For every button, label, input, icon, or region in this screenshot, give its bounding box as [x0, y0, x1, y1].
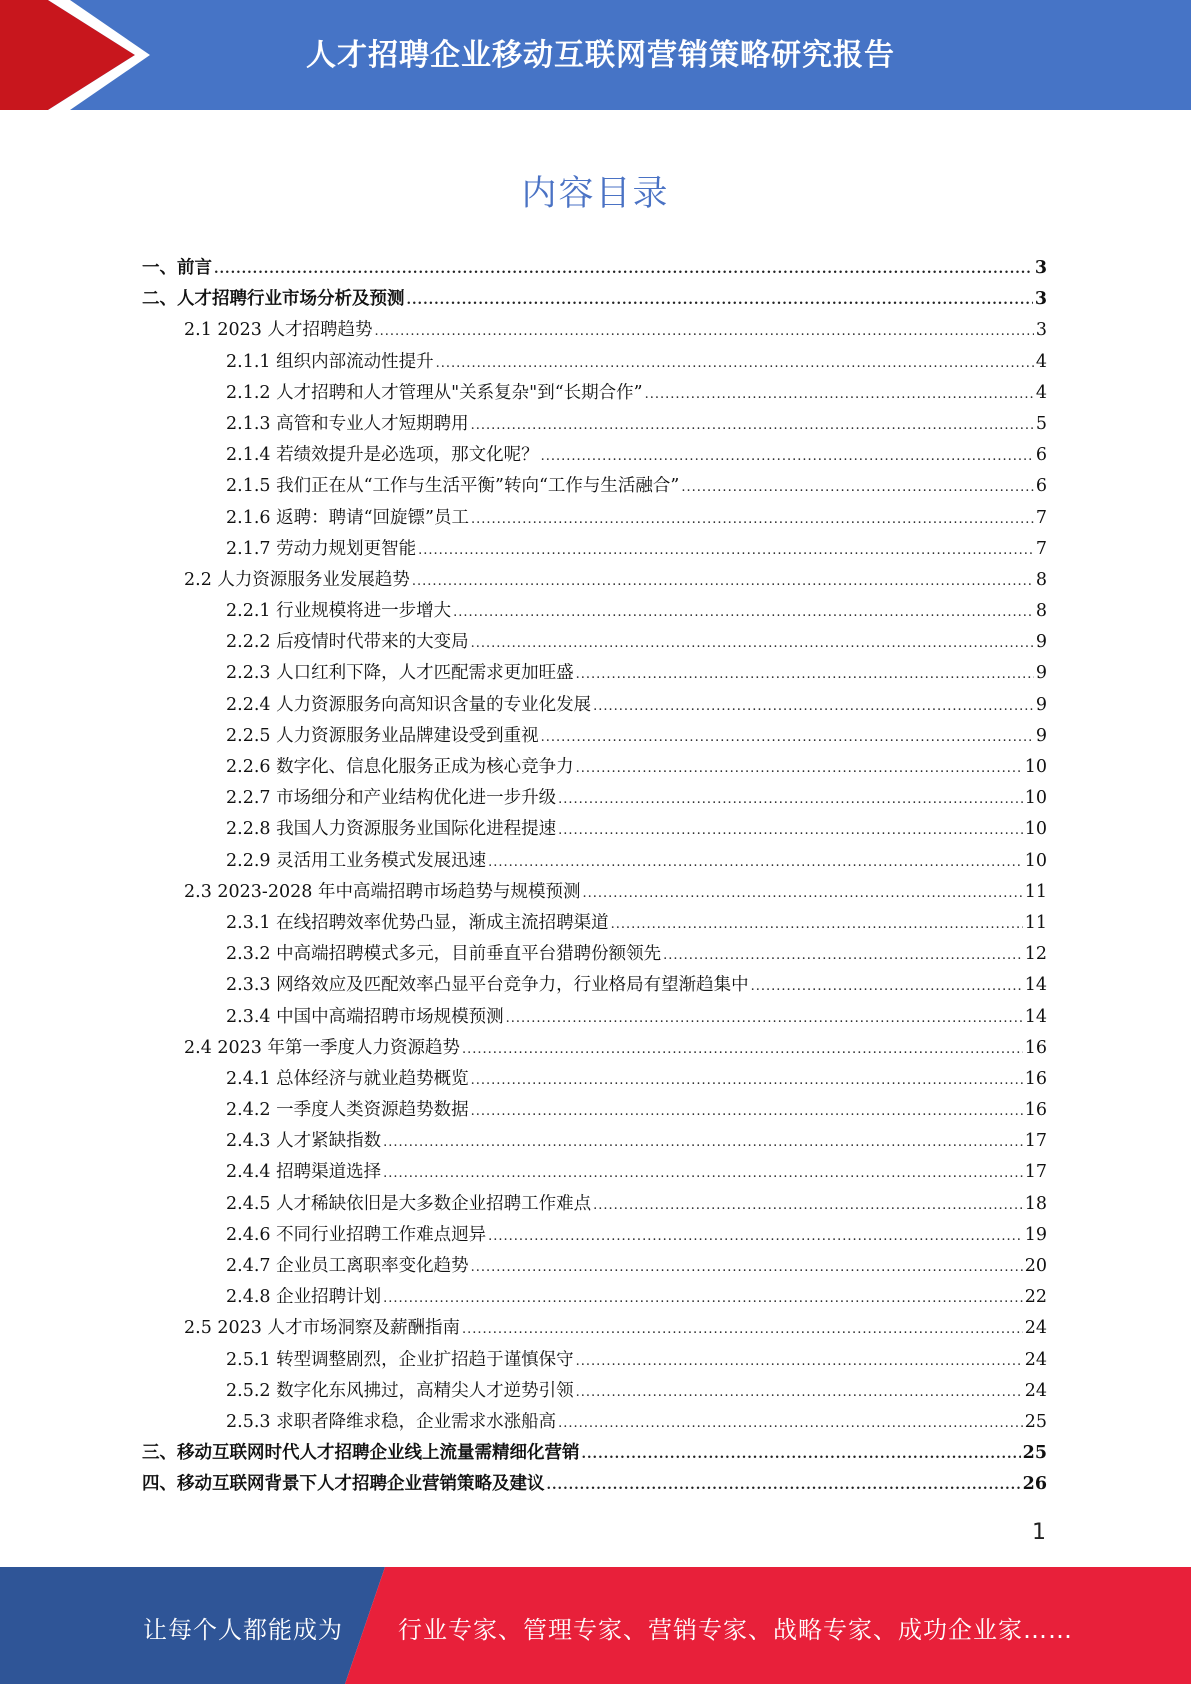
- toc-entry-label: 2.2.6 数字化、信息化服务正成为核心竞争力: [226, 757, 574, 777]
- toc-entry[interactable]: [142, 815, 1047, 846]
- toc-entry-label: 四、移动互联网背景下人才招聘企业营销策略及建议: [142, 1474, 545, 1495]
- toc-entry-page: 17: [1024, 1162, 1047, 1183]
- toc-entry-page: 9: [1035, 694, 1047, 715]
- toc-dot-leader: [453, 605, 1034, 620]
- toc-entry[interactable]: [142, 1252, 1047, 1283]
- footer-slogan-left: 让每个人都能成为: [143, 1616, 343, 1644]
- toc-entry-label: 2.4.5 人才稀缺依旧是大多数企业招聘工作难点: [226, 1193, 592, 1214]
- toc-entry[interactable]: [142, 1377, 1047, 1408]
- toc-entry[interactable]: [142, 1034, 1047, 1065]
- toc-dot-leader: [576, 667, 1034, 682]
- toc-entry-page: 6: [1035, 445, 1047, 466]
- footer-slogan-right: 行业专家、管理专家、营销专家、战略专家、成功企业家……: [398, 1616, 1073, 1644]
- toc-dot-leader: [462, 1042, 1023, 1057]
- toc-entry[interactable]: [142, 1065, 1047, 1096]
- toc-entry[interactable]: [142, 504, 1047, 535]
- toc-entry-label: 2.3 2023-2028 年中高端招聘市场趋势与规模预测: [184, 881, 581, 902]
- toc-dot-leader: [471, 1073, 1023, 1088]
- toc-dot-leader: [462, 1322, 1023, 1337]
- toc-entry-label: 2.5.2 数字化东风拂过，高精尖人才逆势引领: [226, 1380, 574, 1401]
- toc-entry-page: 7: [1035, 507, 1047, 528]
- toc-entry-label: 三、移动互联网时代人才招聘企业线上流量需精细化营销: [142, 1443, 580, 1464]
- toc-entry[interactable]: [142, 1158, 1047, 1189]
- toc-entry-label: 2.3.3 网络效应及匹配效率凸显平台竞争力，行业格局有望渐趋集中: [226, 975, 749, 996]
- toc-entry[interactable]: [142, 441, 1047, 472]
- toc-entry-page: 24: [1024, 1349, 1047, 1370]
- toc-entry-page: 5: [1035, 413, 1047, 434]
- toc-entry-page: 10: [1024, 757, 1047, 777]
- toc-dot-leader: [558, 823, 1023, 838]
- toc-entry-label: 2.1.4 若绩效提升是必选项，那文化呢？: [226, 445, 539, 466]
- toc-entry-label: 2.4.2 一季度人类资源趋势数据: [226, 1100, 469, 1121]
- toc-entry[interactable]: [142, 285, 1047, 316]
- toc-entry[interactable]: [142, 410, 1047, 441]
- toc-entry[interactable]: [142, 254, 1047, 285]
- toc-entry-label: 2.1.1 组织内部流动性提升: [226, 351, 434, 372]
- toc-entry-page: 25: [1024, 1411, 1047, 1432]
- toc-entry[interactable]: [142, 753, 1047, 784]
- toc-entry[interactable]: [142, 597, 1047, 628]
- toc-entry-label: 2.1.6 返聘：聘请“回旋镖”员工: [226, 507, 469, 528]
- toc-entry-label: 2.3.1 在线招聘效率优势凸显，渐成主流招聘渠道: [226, 912, 609, 933]
- toc-title: 内容目录: [521, 174, 670, 214]
- toc-dot-leader: [436, 356, 1034, 371]
- toc-dot-leader: [488, 855, 1023, 870]
- toc-entry-label: 2.5.3 求职者降维求稳，企业需求水涨船高: [226, 1411, 557, 1432]
- toc-dot-leader: [471, 636, 1034, 651]
- toc-entry[interactable]: [142, 348, 1047, 379]
- toc-dot-leader: [645, 387, 1034, 402]
- toc-entry[interactable]: [142, 722, 1047, 753]
- toc-entry-label: 2.3.4 中国中高端招聘市场规模预测: [226, 1006, 504, 1027]
- toc-dot-leader: [541, 730, 1034, 745]
- toc-dot-leader: [576, 1354, 1023, 1369]
- toc-entry-label: 2.5 2023 人才市场洞察及薪酬指南: [184, 1318, 460, 1339]
- toc-entry-page: 18: [1024, 1193, 1047, 1214]
- toc-entry[interactable]: [142, 1470, 1047, 1501]
- toc-entry-page: 8: [1035, 569, 1047, 590]
- toc-entry-page: 4: [1035, 351, 1047, 372]
- toc-entry[interactable]: [142, 1127, 1047, 1158]
- toc-dot-leader: [383, 1291, 1023, 1306]
- toc-entry[interactable]: [142, 784, 1047, 815]
- toc-entry[interactable]: [142, 1190, 1047, 1221]
- toc-list: [142, 254, 1047, 1502]
- toc-entry-label: 一、前言: [142, 258, 212, 278]
- toc-entry-label: 2.4.4 招聘渠道选择: [226, 1162, 382, 1183]
- toc-entry-page: 10: [1024, 850, 1047, 871]
- toc-entry[interactable]: [142, 1439, 1047, 1470]
- toc-dot-leader: [558, 792, 1023, 807]
- toc-dot-leader: [412, 574, 1034, 589]
- toc-entry[interactable]: [142, 1283, 1047, 1314]
- toc-entry-label: 2.5.1 转型调整剧烈，企业扩招趋于谨慎保守: [226, 1349, 574, 1370]
- toc-entry-label: 2.4.1 总体经济与就业趋势概览: [226, 1068, 469, 1089]
- toc-entry[interactable]: [142, 379, 1047, 410]
- toc-entry-page: 9: [1035, 663, 1047, 684]
- toc-entry[interactable]: [142, 691, 1047, 722]
- toc-entry-page: 9: [1035, 632, 1047, 653]
- toc-entry-label: 2.4.3 人才紧缺指数: [226, 1131, 382, 1152]
- toc-entry-label: 2.2.9 灵活用工业务模式发展迅速: [226, 850, 487, 871]
- toc-entry-label: 2.2 人力资源服务业发展趋势: [184, 569, 410, 590]
- toc-entry-page: 16: [1024, 1068, 1047, 1089]
- toc-dot-leader: [471, 1260, 1023, 1275]
- toc-dot-leader: [488, 1229, 1023, 1244]
- toc-entry[interactable]: [142, 1221, 1047, 1252]
- toc-entry[interactable]: [142, 909, 1047, 940]
- toc-entry-page: 14: [1024, 975, 1047, 996]
- toc-entry-label: 2.1.7 劳动力规划更智能: [226, 538, 417, 559]
- toc-entry-label: 2.2.5 人力资源服务业品牌建设受到重视: [226, 725, 539, 746]
- toc-entry-page: 3: [1034, 258, 1047, 278]
- toc-entry[interactable]: [142, 1408, 1047, 1439]
- toc-entry-label: 2.2.2 后疫情时代带来的大变局: [226, 632, 469, 653]
- toc-entry-page: 16: [1024, 1100, 1047, 1121]
- toc-entry-page: 26: [1022, 1474, 1047, 1495]
- toc-entry-page: 6: [1035, 476, 1047, 497]
- toc-entry-page: 12: [1024, 944, 1047, 965]
- toc-dot-leader: [582, 886, 1022, 901]
- toc-entry[interactable]: [142, 1096, 1047, 1127]
- toc-entry[interactable]: [142, 971, 1047, 1002]
- toc-entry-label: 2.2.4 人力资源服务向高知识含量的专业化发展: [226, 694, 592, 715]
- toc-dot-leader: [471, 418, 1034, 433]
- toc-entry-page: 4: [1035, 382, 1047, 403]
- toc-entry[interactable]: [142, 316, 1047, 347]
- toc-dot-leader: [471, 1104, 1023, 1119]
- toc-entry-page: 14: [1024, 1006, 1047, 1027]
- header-banner: [0, 0, 1191, 110]
- toc-entry-page: 8: [1035, 601, 1047, 622]
- toc-entry-label: 2.2.7 市场细分和产业结构优化进一步升级: [226, 788, 557, 809]
- toc-dot-leader: [663, 948, 1023, 963]
- toc-dot-leader: [593, 1198, 1023, 1213]
- toc-entry-label: 2.1.2 人才招聘和人才管理从"关系复杂"到“长期合作”: [226, 382, 643, 403]
- toc-entry[interactable]: [142, 628, 1047, 659]
- toc-entry-page: 20: [1024, 1256, 1047, 1276]
- toc-entry[interactable]: [142, 878, 1047, 909]
- toc-entry-page: 25: [1022, 1443, 1047, 1464]
- toc-entry[interactable]: [142, 847, 1047, 878]
- toc-dot-leader: [582, 1447, 1021, 1462]
- toc-entry[interactable]: [142, 659, 1047, 690]
- toc-entry-label: 2.1 2023 人才招聘趋势: [184, 320, 373, 341]
- toc-entry[interactable]: [142, 1314, 1047, 1345]
- toc-dot-leader: [611, 917, 1023, 932]
- toc-entry-page: 22: [1024, 1287, 1047, 1308]
- toc-entry-page: 11: [1024, 881, 1047, 902]
- toc-dot-leader: [593, 699, 1034, 714]
- toc-entry[interactable]: [142, 940, 1047, 971]
- toc-dot-leader: [383, 1166, 1023, 1181]
- toc-dot-leader: [681, 480, 1033, 495]
- toc-dot-leader: [576, 761, 1023, 776]
- toc-dot-leader: [375, 324, 1034, 339]
- toc-dot-leader: [541, 449, 1034, 464]
- toc-entry-page: 7: [1035, 538, 1047, 559]
- toc-entry[interactable]: [142, 535, 1047, 566]
- footer-banner: [0, 1567, 1191, 1684]
- toc-dot-leader: [558, 1416, 1023, 1431]
- toc-entry-label: 2.4.8 企业招聘计划: [226, 1287, 382, 1308]
- toc-entry[interactable]: [142, 1346, 1047, 1377]
- toc-entry[interactable]: [142, 1003, 1047, 1034]
- toc-entry-page: 3: [1034, 289, 1047, 310]
- toc-dot-leader: [407, 293, 1033, 308]
- toc-dot-leader: [506, 1011, 1023, 1026]
- page-number: 1: [1032, 1520, 1046, 1545]
- toc-entry-label: 2.2.8 我国人力资源服务业国际化进程提速: [226, 819, 557, 840]
- toc-entry-page: 3: [1035, 320, 1047, 341]
- toc-entry-label: 二、人才招聘行业市场分析及预测: [142, 289, 405, 310]
- toc-entry-page: 10: [1024, 819, 1047, 840]
- toc-entry-label: 2.1.5 我们正在从“工作与生活平衡”转向“工作与生活融合”: [226, 476, 680, 497]
- toc-entry[interactable]: [142, 566, 1047, 597]
- toc-dot-leader: [383, 1135, 1023, 1150]
- toc-entry-label: 2.2.3 人口红利下降，人才匹配需求更加旺盛: [226, 663, 574, 684]
- toc-entry-page: 19: [1024, 1224, 1047, 1245]
- toc-entry[interactable]: [142, 472, 1047, 503]
- toc-entry-label: 2.4.6 不同行业招聘工作难点迥异: [226, 1224, 487, 1245]
- report-title: 人才招聘企业移动互联网营销策略研究报告: [306, 38, 895, 73]
- toc-entry-label: 2.2.1 行业规模将进一步增大: [226, 601, 452, 622]
- toc-entry-page: 24: [1024, 1380, 1047, 1401]
- toc-entry-label: 2.4 2023 年第一季度人力资源趋势: [184, 1037, 460, 1058]
- toc-dot-leader: [547, 1478, 1021, 1493]
- toc-entry-label: 2.4.7 企业员工离职率变化趋势: [226, 1256, 469, 1276]
- toc-entry-page: 9: [1035, 725, 1047, 746]
- toc-entry-page: 10: [1024, 788, 1047, 809]
- toc-entry-page: 24: [1024, 1318, 1047, 1339]
- toc-entry-page: 11: [1024, 912, 1047, 933]
- toc-entry-label: 2.3.2 中高端招聘模式多元，目前垂直平台猎聘份额领先: [226, 944, 662, 965]
- toc-dot-leader: [471, 512, 1034, 527]
- toc-dot-leader: [214, 262, 1033, 277]
- toc-entry-page: 16: [1024, 1037, 1047, 1058]
- toc-entry-page: 17: [1024, 1131, 1047, 1152]
- toc-dot-leader: [418, 543, 1034, 558]
- toc-entry-label: 2.1.3 高管和专业人才短期聘用: [226, 413, 469, 434]
- toc-dot-leader: [751, 979, 1023, 994]
- toc-dot-leader: [576, 1385, 1023, 1400]
